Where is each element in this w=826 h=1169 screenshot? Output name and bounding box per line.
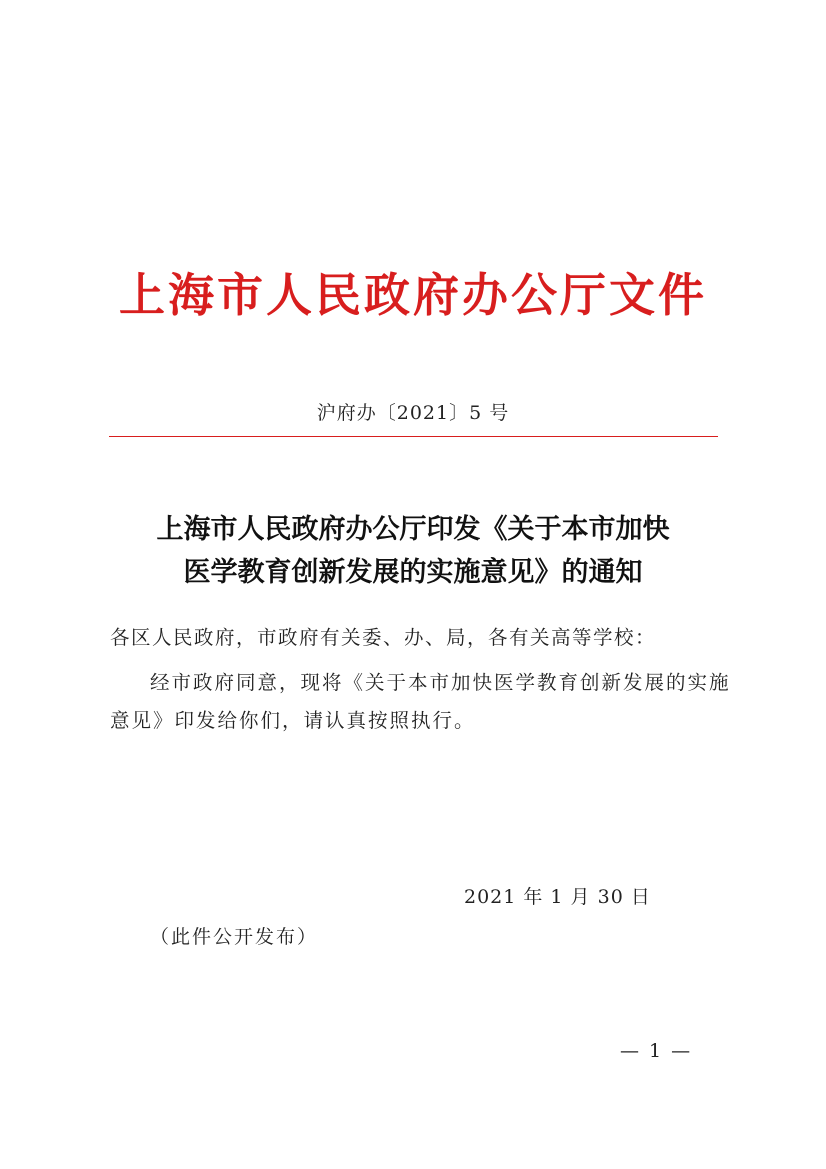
page-number: — 1 — — [620, 1040, 693, 1062]
document-number: 沪府办〔2021〕5 号 — [316, 402, 510, 424]
document-header-title: 上海市人民政府办公厅文件 — [119, 268, 707, 322]
notice-title-line: 上海市人民政府办公厅印发《关于本市加快 — [156, 514, 670, 545]
publish-note: （此件公开发布） — [150, 926, 319, 948]
body-paragraph — [110, 664, 731, 740]
notice-title — [0, 508, 826, 594]
addressee-line: 各区人民政府，市政府有关委、办、局，各有关高等学校： — [110, 626, 657, 649]
header-red-rule — [109, 436, 718, 437]
body-text-line: 经市政府同意，现将《关于本市加快医学教育创新发展的实施 — [150, 671, 731, 694]
body-text-line: 意见》印发给你们，请认真按照执行。 — [110, 709, 476, 732]
issue-date: 2021 年 1 月 30 日 — [464, 886, 651, 908]
notice-title-line: 医学教育创新发展的实施意见》的通知 — [183, 557, 643, 588]
